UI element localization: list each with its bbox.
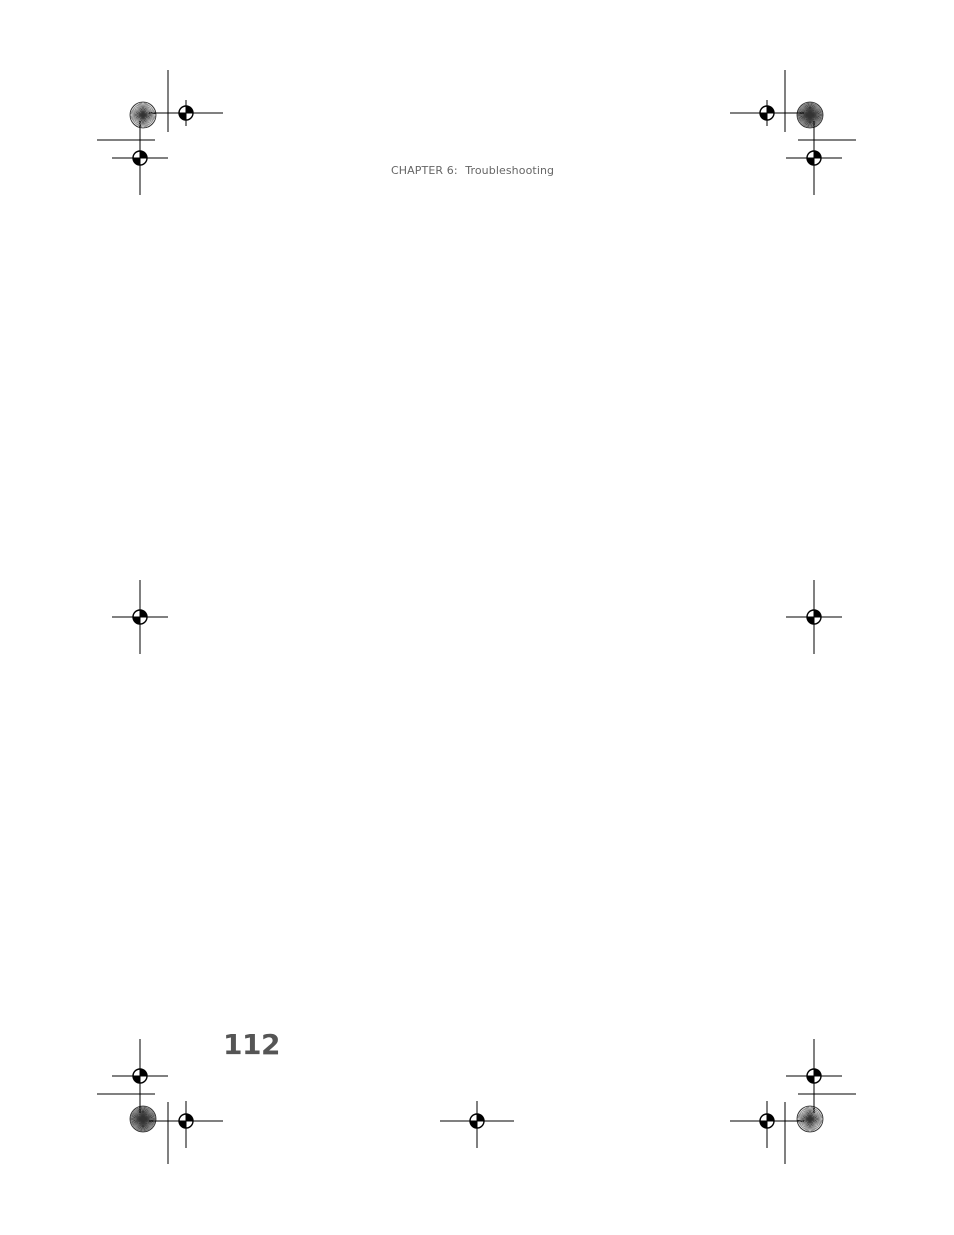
chapter-label: CHAPTER 6 [391,164,454,177]
registration-crosshair-icon [149,100,223,126]
registration-crosshair-icon [786,580,842,654]
registration-crosshair-icon [112,121,168,195]
chapter-title: Troubleshooting [465,164,555,177]
crop-marks [97,70,856,1164]
registration-crosshair-icon [112,1039,168,1113]
chapter-separator: : [453,164,458,177]
page-number: 112 [223,1028,280,1061]
registration-crosshair-icon [730,100,804,126]
registration-crosshair-icon [440,1101,514,1148]
registration-crosshair-icon [149,1101,223,1148]
registration-crosshair-icon [786,1039,842,1113]
starburst-color-bar-icon [130,102,823,1132]
registration-crosshair-icon [112,580,168,654]
running-head [391,164,554,177]
registration-crosshair-icon [730,1101,804,1148]
registration-crosshair-icon [786,121,842,195]
